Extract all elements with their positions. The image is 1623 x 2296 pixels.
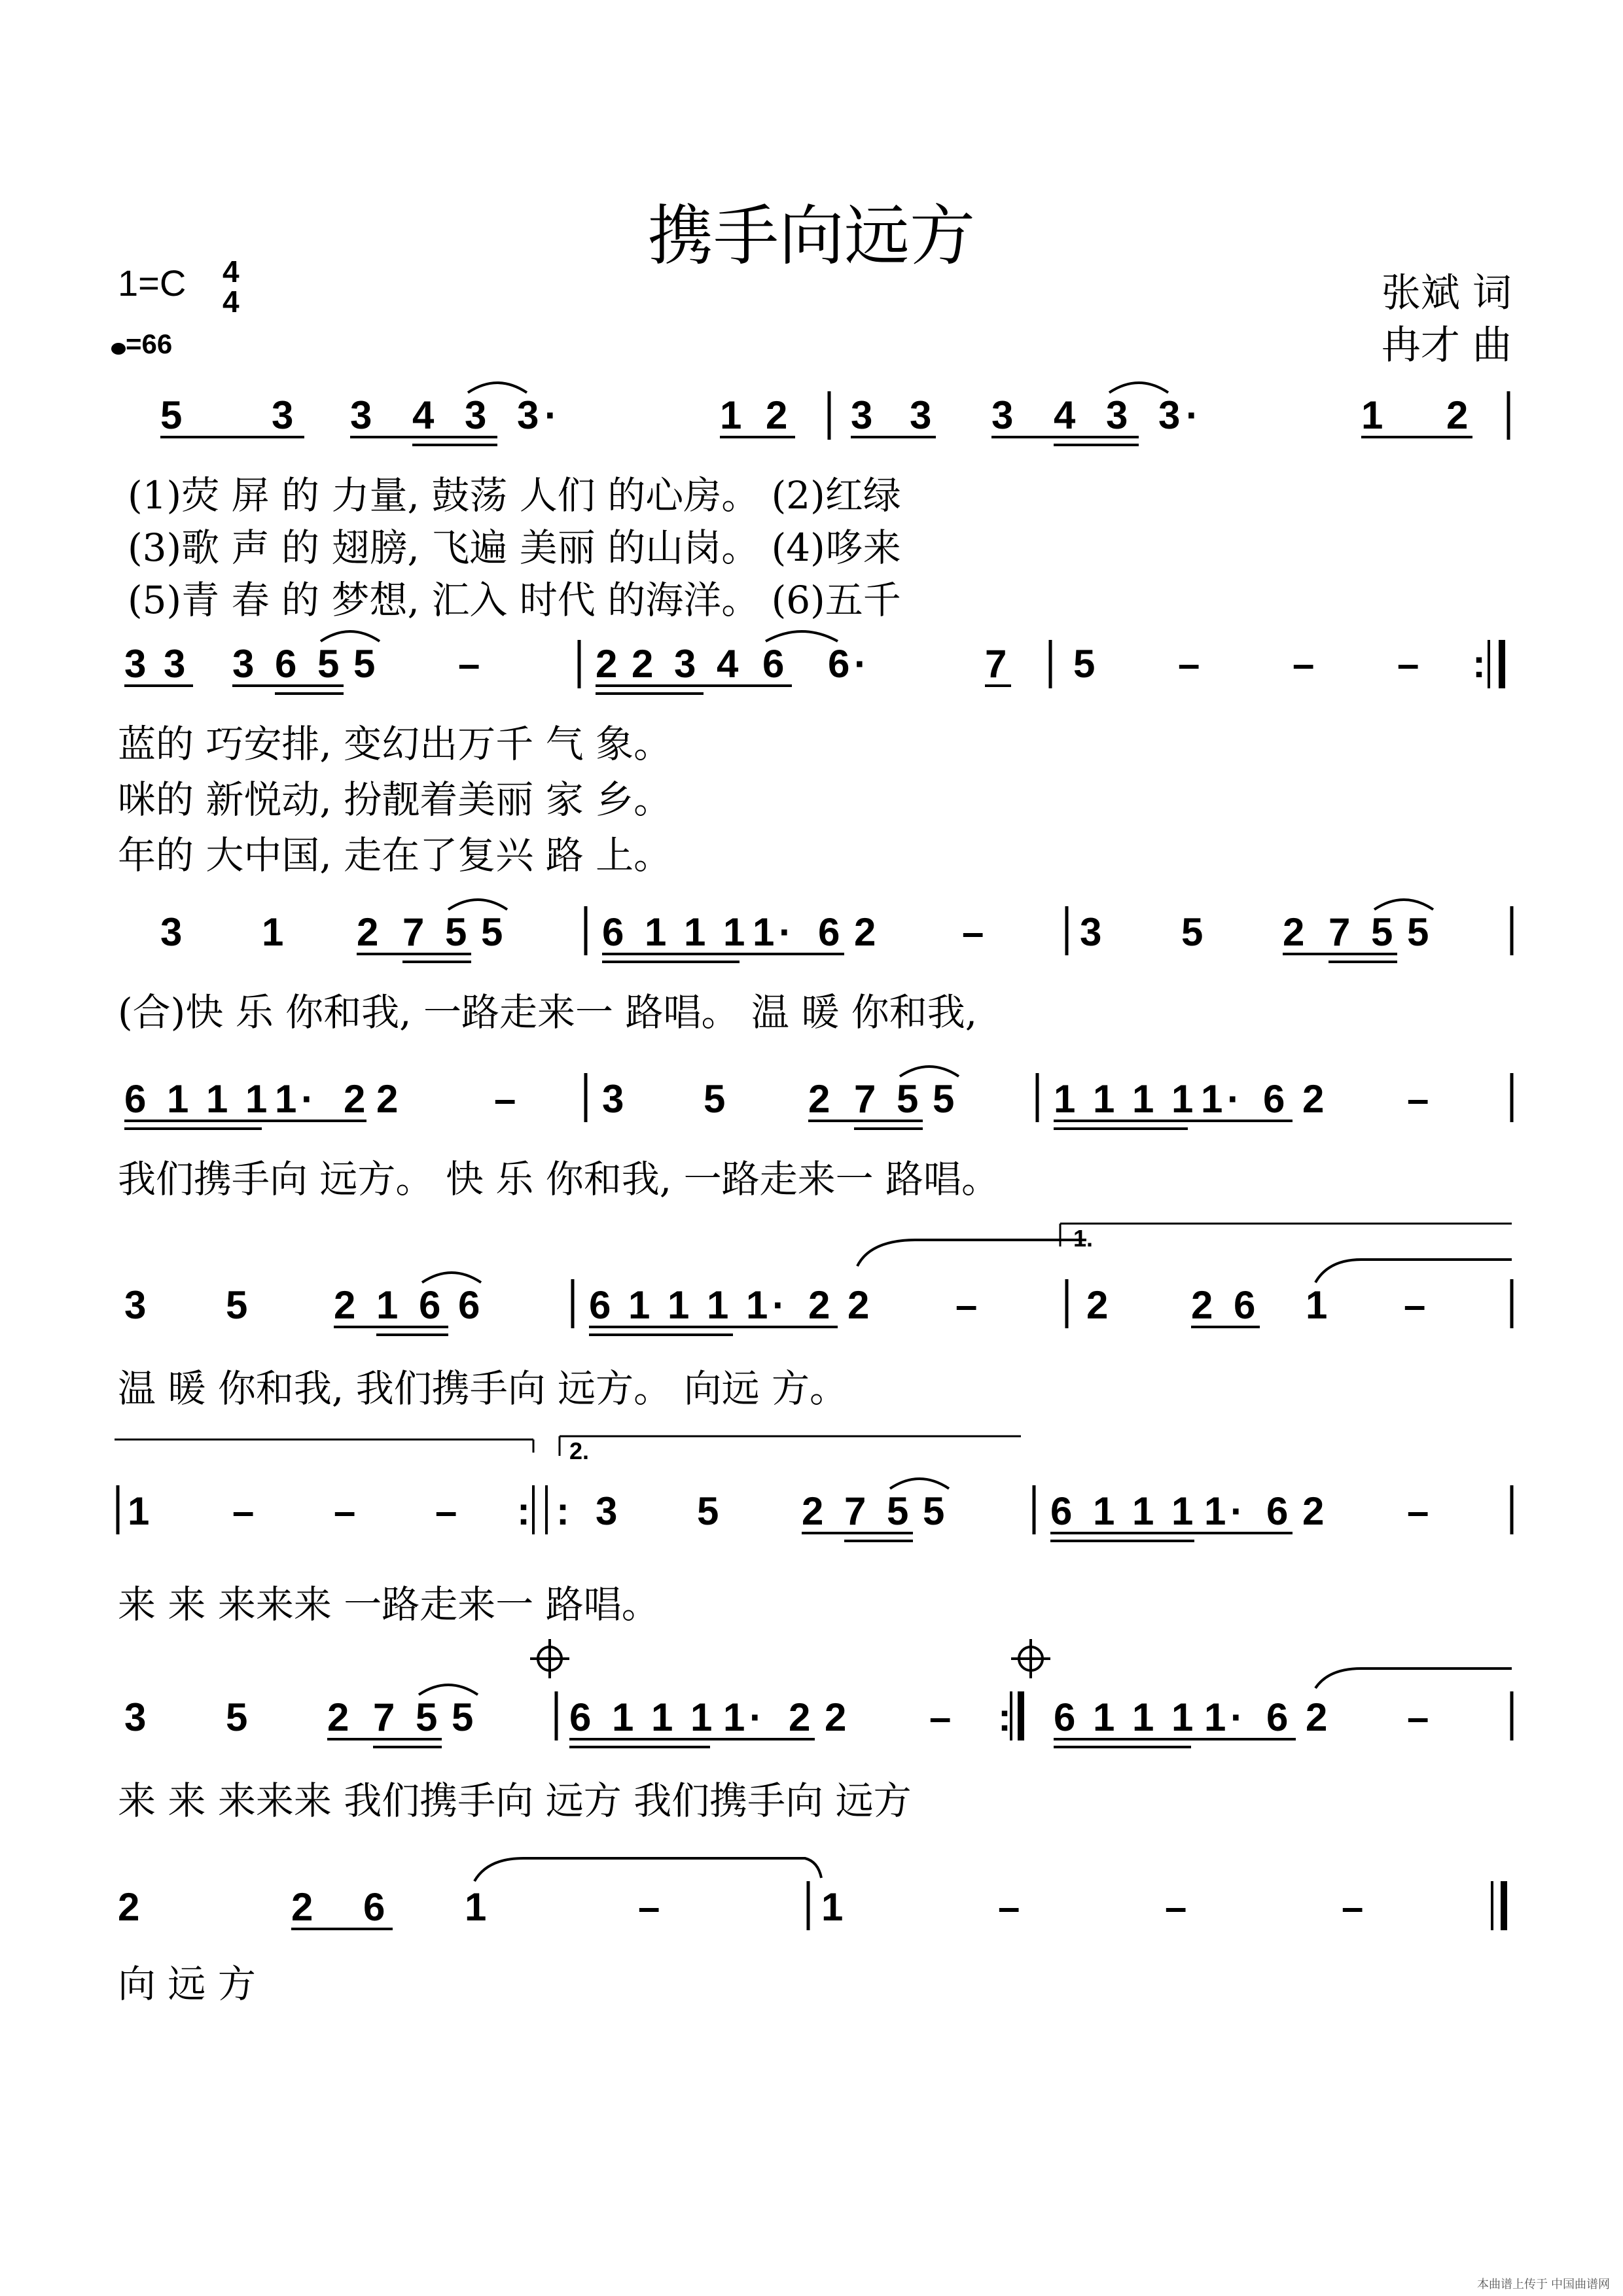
svg-text:1: 1	[1361, 393, 1383, 437]
lyric-line: (5)青 春 的 梦想, 汇入 时代 的海洋。 (6)五千	[128, 578, 901, 622]
svg-text:1: 1	[651, 1695, 673, 1739]
svg-text:6: 6	[818, 910, 840, 954]
svg-text:5: 5	[317, 642, 340, 686]
svg-text:–: –	[435, 1489, 457, 1533]
svg-text:1: 1	[1201, 1077, 1223, 1121]
svg-text:2: 2	[1302, 1077, 1325, 1121]
svg-text:1: 1	[262, 910, 284, 954]
lyric-line: (合)快 乐 你和我, 一路走来一 路唱。 温 暖 你和我,	[118, 990, 978, 1034]
svg-text:–: –	[1293, 642, 1315, 686]
svg-text:5: 5	[445, 910, 467, 954]
svg-text:3: 3	[596, 1489, 618, 1533]
tempo-value: =66	[126, 328, 173, 359]
svg-text:1: 1	[1204, 1489, 1226, 1533]
svg-text:1: 1	[128, 1489, 150, 1533]
system-2-notes	[124, 631, 1502, 694]
svg-text:–: –	[638, 1885, 660, 1929]
svg-text:2: 2	[344, 1077, 366, 1121]
svg-text:2: 2	[808, 1077, 830, 1121]
svg-text:–: –	[962, 910, 984, 954]
svg-text:2: 2	[632, 642, 654, 686]
svg-text:1: 1	[167, 1077, 189, 1121]
svg-text:1: 1	[1204, 1695, 1226, 1739]
svg-text:2: 2	[808, 1283, 830, 1327]
svg-text:–: –	[1407, 1695, 1429, 1739]
svg-text:3: 3	[350, 393, 372, 437]
svg-text:2: 2	[854, 910, 876, 954]
svg-text:5: 5	[697, 1489, 719, 1533]
svg-text:1: 1	[753, 910, 775, 954]
svg-text:2: 2	[357, 910, 379, 954]
svg-text:3: 3	[602, 1077, 624, 1121]
svg-text:2: 2	[291, 1885, 313, 1929]
svg-text:5: 5	[226, 1695, 248, 1739]
svg-text:3: 3	[1106, 393, 1128, 437]
volta-first: 1.	[1073, 1225, 1094, 1252]
svg-text:1: 1	[645, 910, 667, 954]
svg-text:1: 1	[1306, 1283, 1328, 1327]
svg-text:·: ·	[301, 1077, 314, 1121]
svg-text:6: 6	[1266, 1695, 1289, 1739]
svg-text:1: 1	[690, 1695, 713, 1739]
svg-text:5: 5	[160, 393, 183, 437]
time-denominator: 4	[223, 285, 240, 319]
system-7-notes	[124, 1639, 1512, 1747]
svg-text:·: ·	[1186, 393, 1199, 437]
svg-text:3: 3	[517, 393, 539, 437]
svg-text:1: 1	[707, 1283, 729, 1327]
svg-text:2: 2	[327, 1695, 349, 1739]
svg-text:1: 1	[746, 1283, 768, 1327]
svg-text:2: 2	[1302, 1489, 1325, 1533]
svg-text:3: 3	[124, 1695, 147, 1739]
song-title: 携手向远方	[648, 198, 975, 274]
svg-text:5: 5	[1181, 910, 1204, 954]
svg-text:2: 2	[1283, 910, 1305, 954]
svg-text::: :	[517, 1489, 530, 1533]
system-1-notes	[160, 383, 1508, 445]
key-label: 1=C	[118, 262, 187, 304]
svg-text:6: 6	[419, 1283, 441, 1327]
lyric-line: (3)歌 声 的 翅膀, 飞遍 美丽 的山岗。 (4)哆来	[128, 525, 901, 570]
svg-text:1: 1	[376, 1283, 399, 1327]
svg-text:5: 5	[481, 910, 503, 954]
lyricist-credit: 张斌 词	[1381, 270, 1512, 316]
svg-text:4: 4	[717, 642, 739, 686]
svg-text:·: ·	[1230, 1695, 1243, 1739]
svg-text:3: 3	[124, 642, 147, 686]
svg-text:2: 2	[847, 1283, 870, 1327]
svg-text:1: 1	[1132, 1695, 1154, 1739]
system-5-notes	[124, 1224, 1512, 1335]
svg-text:1: 1	[245, 1077, 268, 1121]
svg-text:–: –	[1407, 1489, 1429, 1533]
svg-text:–: –	[998, 1885, 1020, 1929]
svg-text:5: 5	[452, 1695, 474, 1739]
svg-text:6: 6	[363, 1885, 385, 1929]
coda-icon	[530, 1639, 569, 1678]
svg-text:–: –	[929, 1695, 952, 1739]
lyric-line: 来 来 来来来 我们携手向 远方 我们携手向 远方	[118, 1778, 912, 1823]
svg-text:5: 5	[1073, 642, 1096, 686]
svg-text:1: 1	[206, 1077, 228, 1121]
svg-text:7: 7	[844, 1489, 866, 1533]
svg-text:1: 1	[275, 1077, 297, 1121]
svg-text:6: 6	[1266, 1489, 1289, 1533]
svg-text:–: –	[494, 1077, 516, 1121]
svg-text:–: –	[1178, 642, 1200, 686]
svg-text:2: 2	[1446, 393, 1469, 437]
svg-text:5: 5	[416, 1695, 438, 1739]
svg-text:7: 7	[854, 1077, 876, 1121]
svg-text:6: 6	[569, 1695, 592, 1739]
lyric-line: 年的 大中国, 走在了复兴 路 上。	[118, 833, 672, 877]
coda-icon	[1011, 1639, 1050, 1678]
svg-text:2: 2	[1191, 1283, 1213, 1327]
svg-text:1: 1	[1093, 1695, 1115, 1739]
svg-text:1: 1	[1093, 1077, 1115, 1121]
svg-text:2: 2	[766, 393, 788, 437]
svg-text:–: –	[1407, 1077, 1429, 1121]
lyric-line: 蓝的 巧安排, 变幻出万千 气 象。	[118, 722, 672, 766]
svg-text:1: 1	[1171, 1489, 1194, 1533]
svg-text:1: 1	[1093, 1489, 1115, 1533]
system-6-notes	[115, 1436, 1512, 1541]
svg-text:–: –	[334, 1489, 356, 1533]
svg-text:3: 3	[1158, 393, 1181, 437]
svg-text:6: 6	[602, 910, 624, 954]
svg-text:6: 6	[1263, 1077, 1285, 1121]
svg-text:5: 5	[933, 1077, 955, 1121]
svg-text:5: 5	[1407, 910, 1429, 954]
svg-text:7: 7	[985, 642, 1007, 686]
svg-text:1: 1	[465, 1885, 487, 1929]
svg-text:1: 1	[1132, 1077, 1154, 1121]
lyric-line: (1)荧 屏 的 力量, 鼓荡 人们 的心房。 (2)红绿	[128, 473, 901, 518]
svg-text::: :	[998, 1695, 1011, 1739]
svg-text:6: 6	[762, 642, 785, 686]
svg-text:6: 6	[828, 642, 850, 686]
svg-text:3: 3	[160, 910, 183, 954]
svg-text:7: 7	[1329, 910, 1351, 954]
time-numerator: 4	[223, 255, 240, 289]
svg-text:1: 1	[684, 910, 706, 954]
svg-text:·: ·	[854, 642, 867, 686]
svg-text:3: 3	[851, 393, 873, 437]
svg-text:5: 5	[887, 1489, 909, 1533]
svg-text:1: 1	[1132, 1489, 1154, 1533]
svg-text:2: 2	[334, 1283, 356, 1327]
lyric-line: 我们携手向 远方。 快 乐 你和我, 一路走来一 路唱。	[118, 1157, 1000, 1201]
svg-text:5: 5	[897, 1077, 919, 1121]
svg-text:3: 3	[164, 642, 186, 686]
svg-text:3: 3	[991, 393, 1014, 437]
svg-text:1: 1	[720, 393, 742, 437]
svg-text:1: 1	[612, 1695, 634, 1739]
svg-text:–: –	[232, 1489, 255, 1533]
svg-text:1: 1	[628, 1283, 651, 1327]
svg-text:2: 2	[802, 1489, 824, 1533]
svg-text:1: 1	[723, 910, 745, 954]
lyric-line: 来 来 来来来 一路走来一 路唱。	[118, 1582, 660, 1627]
svg-text:3: 3	[910, 393, 932, 437]
svg-text:–: –	[458, 642, 480, 686]
svg-text:4: 4	[412, 393, 435, 437]
svg-text:1: 1	[1054, 1077, 1076, 1121]
svg-text:–: –	[1342, 1885, 1364, 1929]
svg-text:2: 2	[1086, 1283, 1109, 1327]
system-4-notes	[124, 1067, 1512, 1129]
svg-text:6: 6	[589, 1283, 611, 1327]
svg-text:2: 2	[118, 1885, 140, 1929]
composer-credit: 冉才 曲	[1381, 323, 1512, 368]
system-8-notes	[118, 1858, 1504, 1930]
svg-text:1: 1	[668, 1283, 690, 1327]
svg-text:2: 2	[596, 642, 618, 686]
svg-text:5: 5	[704, 1077, 726, 1121]
svg-text:4: 4	[1054, 393, 1076, 437]
svg-text:5: 5	[1371, 910, 1393, 954]
svg-text:2: 2	[789, 1695, 811, 1739]
svg-text:·: ·	[1230, 1489, 1243, 1533]
svg-text:6: 6	[458, 1283, 480, 1327]
svg-text::: :	[1472, 642, 1486, 686]
svg-text:7: 7	[373, 1695, 395, 1739]
svg-text:3: 3	[124, 1283, 147, 1327]
svg-text:2: 2	[825, 1695, 847, 1739]
lyric-line: 温 暖 你和我, 我们携手向 远方。 向远 方。	[118, 1366, 848, 1411]
svg-text:1: 1	[821, 1885, 844, 1929]
svg-text:2: 2	[1306, 1695, 1328, 1739]
svg-text:3: 3	[272, 393, 294, 437]
svg-text:·: ·	[1227, 1077, 1240, 1121]
svg-text:5: 5	[353, 642, 376, 686]
svg-text:6: 6	[275, 642, 297, 686]
svg-text:2: 2	[376, 1077, 399, 1121]
svg-text:3: 3	[232, 642, 255, 686]
svg-text:5: 5	[226, 1283, 248, 1327]
svg-text:–: –	[1165, 1885, 1187, 1929]
svg-text:–: –	[955, 1283, 978, 1327]
svg-text:1: 1	[1171, 1695, 1194, 1739]
svg-text:3: 3	[1080, 910, 1102, 954]
svg-text:–: –	[1397, 642, 1419, 686]
svg-text:6: 6	[124, 1077, 147, 1121]
system-3-notes	[160, 900, 1512, 962]
svg-text:5: 5	[923, 1489, 945, 1533]
svg-text:7: 7	[402, 910, 425, 954]
lyric-line: 向 远 方	[118, 1962, 256, 2006]
svg-text:3: 3	[674, 642, 696, 686]
svg-text::: :	[556, 1489, 569, 1533]
svg-text:6: 6	[1054, 1695, 1076, 1739]
svg-text:·: ·	[749, 1695, 762, 1739]
svg-text:·: ·	[779, 910, 792, 954]
svg-text:–: –	[1404, 1283, 1426, 1327]
svg-text:6: 6	[1234, 1283, 1256, 1327]
svg-text:1: 1	[723, 1695, 745, 1739]
svg-text:1: 1	[1171, 1077, 1194, 1121]
svg-text:6: 6	[1050, 1489, 1073, 1533]
svg-text:·: ·	[772, 1283, 785, 1327]
watermark-footer: 本曲谱上传于 中国曲谱网	[1477, 2278, 1610, 2291]
lyric-line: 咪的 新悦动, 扮靓着美丽 家 乡。	[118, 777, 672, 822]
volta-second: 2.	[569, 1438, 590, 1464]
svg-text:3: 3	[465, 393, 487, 437]
svg-text:·: ·	[544, 393, 558, 437]
